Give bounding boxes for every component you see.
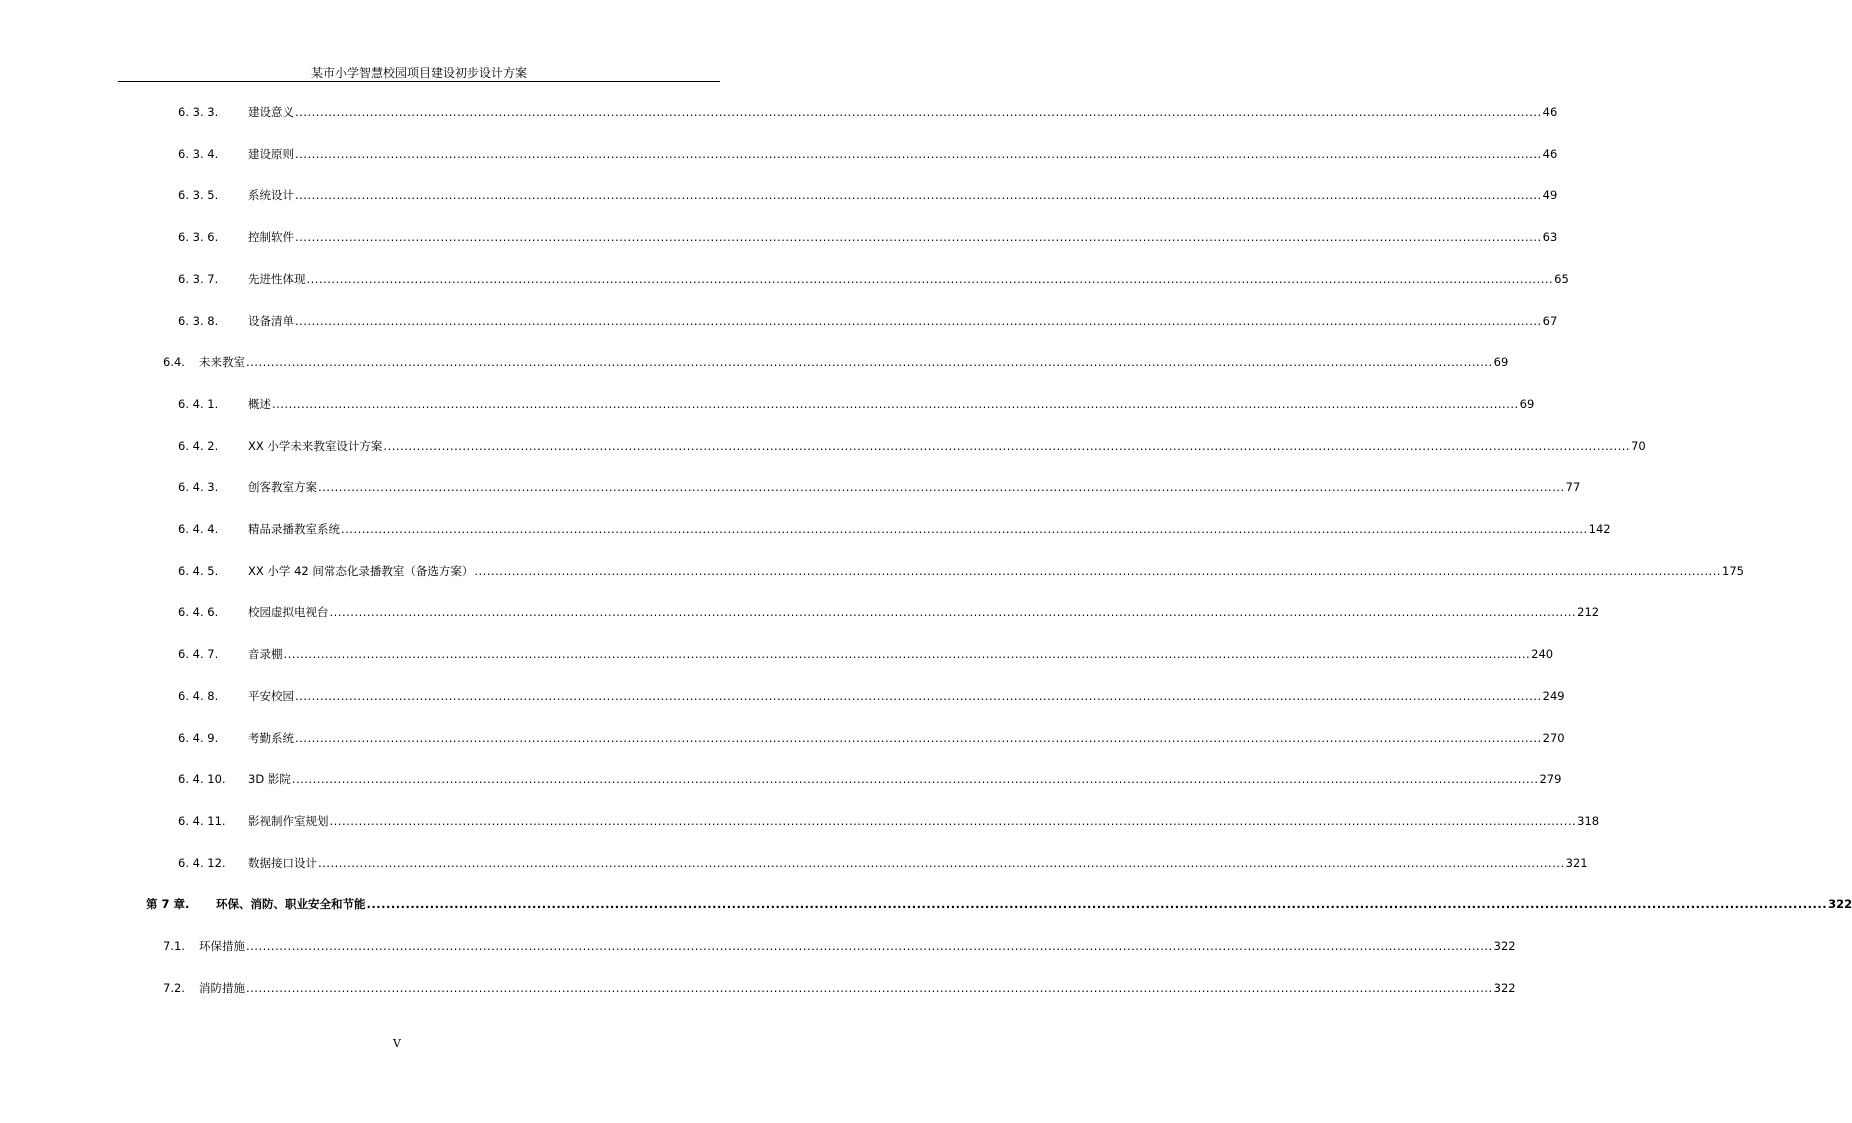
toc-entry-page: 249	[1542, 688, 1565, 703]
toc-leader-dots: ............................................................................................................................................................................................................................................................................................................	[318, 855, 1565, 870]
toc-entry-number: 6. 3. 8.	[178, 313, 219, 328]
toc-entry[interactable]	[146, 896, 1852, 912]
toc-leader-dots: ............................................................................................................................................................................................................................................................................................................	[246, 939, 1493, 953]
toc-entry[interactable]	[178, 521, 1611, 537]
toc-leader-dots: ............................................................................................................................................................................................................................................................................................................	[474, 563, 1722, 578]
toc-entry[interactable]	[178, 813, 1600, 829]
toc-entry-number: 6. 4. 3.	[178, 480, 219, 495]
toc-entry-title: 先进性体现	[248, 271, 306, 286]
toc-entry-page: 46	[1542, 105, 1558, 119]
toc-leader-dots: ............................................................................................................................................................................................................................................................................................................	[295, 146, 1542, 161]
toc-entry-page: 322	[1493, 939, 1516, 953]
toc-entry-number: 6. 3. 6.	[178, 230, 219, 245]
toc-leader-dots: ............................................................................................................................................................................................................................................................................................................	[329, 813, 1577, 828]
toc-leader-dots: ............................................................................................................................................................................................................................................................................................................	[246, 355, 1493, 370]
toc-entry-number: 6. 3. 7.	[178, 271, 219, 286]
toc-entry[interactable]	[178, 688, 1565, 704]
toc-entry-page: 49	[1542, 188, 1558, 203]
toc-entry-title: 平安校园	[248, 688, 294, 703]
toc-entry[interactable]	[178, 187, 1558, 203]
toc-entry-page: 270	[1542, 730, 1565, 745]
toc-entry-number: 6. 3. 5.	[178, 188, 219, 203]
toc-leader-dots: ............................................................................................................................................................................................................................................................................................................	[291, 772, 1539, 787]
toc-entry-number: 7.2.	[163, 980, 185, 995]
toc-entry-number: 6. 4. 11.	[178, 813, 226, 828]
toc-entry-page: 175	[1722, 563, 1744, 578]
toc-entry-title: 精品录播教室系统	[248, 522, 340, 536]
toc-entry-title: 数据接口设计	[248, 855, 317, 870]
toc-entry-page: 46	[1542, 146, 1558, 161]
toc-entry-number: 6. 4. 1.	[178, 396, 219, 411]
toc-entry[interactable]	[178, 313, 1558, 329]
toc-entry[interactable]	[178, 646, 1554, 662]
toc-entry-number: 6. 4. 8.	[178, 688, 219, 703]
toc-leader-dots: ............................................................................................................................................................................................................................................................................................................	[383, 438, 1631, 453]
toc-entry[interactable]	[178, 604, 1600, 620]
toc-leader-dots: ............................................................................................................................................................................................................................................................................................................	[295, 313, 1542, 328]
toc-entry[interactable]	[178, 855, 1588, 871]
toc-entry-page: 69	[1493, 355, 1509, 370]
toc-entry-number: 7.1.	[163, 939, 185, 953]
toc-leader-dots: ............................................................................................................................................................................................................................................................................................................	[295, 230, 1542, 245]
toc-entry-title: 未来教室	[199, 355, 245, 370]
toc-entry-number: 6. 4. 4.	[178, 522, 219, 536]
toc-leader-dots: ............................................................................................................................................................................................................................................................................................................	[246, 980, 1493, 995]
toc-entry-number: 6. 4. 10.	[178, 772, 226, 787]
toc-entry-number: 6. 4. 12.	[178, 855, 226, 870]
toc-entry-title: 校园虚拟电视台	[248, 605, 329, 620]
toc-entry[interactable]	[163, 980, 1516, 996]
toc-entry[interactable]	[178, 271, 1569, 287]
toc-entry-page: 77	[1565, 480, 1581, 495]
toc-entry-page: 63	[1542, 230, 1558, 245]
toc-entry-title: 建设意义	[248, 105, 294, 119]
toc-entry[interactable]	[178, 438, 1646, 454]
toc-entry-number: 6. 4. 7.	[178, 647, 219, 662]
toc-entry-page: 322	[1493, 980, 1516, 995]
toc-leader-dots: ............................................................................................................................................................................................................................................................................................................	[295, 105, 1542, 119]
toc-entry-page: 279	[1539, 772, 1562, 787]
toc-leader-dots: ............................................................................................................................................................................................................................................................................................................	[295, 688, 1542, 703]
toc-entry-title: XX 小学 42 间常态化录播教室（备选方案）	[248, 563, 474, 578]
toc-entry-title: 环保、消防、职业安全和节能	[216, 897, 366, 912]
page-number: V	[393, 1037, 401, 1050]
toc-leader-dots: ............................................................................................................................................................................................................................................................................................................	[295, 188, 1542, 203]
toc-leader-dots: ............................................................................................................................................................................................................................................................................................................	[283, 647, 1531, 662]
page-header-title: 某市小学智慧校园项目建设初步设计方案	[310, 66, 527, 80]
toc-entry-page: 142	[1588, 522, 1611, 536]
toc-entry[interactable]	[163, 938, 1516, 954]
toc-entry-title: 3D 影院	[248, 772, 291, 787]
toc-entry-title: 消防措施	[199, 980, 245, 995]
toc-entry-title: 系统设计	[248, 188, 294, 203]
toc-entry-page: 240	[1531, 647, 1554, 662]
toc-entry-page: 69	[1519, 396, 1535, 411]
toc-entry-number: 6.4.	[163, 355, 185, 370]
header-divider	[118, 81, 720, 82]
toc-entry[interactable]	[178, 730, 1565, 746]
toc-entry-title: XX 小学未来教室设计方案	[248, 438, 383, 453]
toc-entry-page: 318	[1577, 813, 1600, 828]
toc-entry-number: 第 7 章.	[146, 897, 190, 912]
toc-leader-dots: ............................................................................................................................................................................................................................................................................................................	[341, 522, 1588, 536]
toc-entry-title: 创客教室方案	[248, 480, 317, 495]
toc-entry[interactable]	[178, 563, 1744, 579]
toc-entry-page: 70	[1631, 438, 1646, 453]
toc-entry-title: 影视制作室规划	[248, 813, 329, 828]
toc-entry-number: 6. 4. 2.	[178, 438, 219, 453]
toc-entry[interactable]	[178, 146, 1558, 162]
toc-entry-page: 65	[1554, 271, 1569, 286]
toc-leader-dots: ............................................................................................................................................................................................................................................................................................................	[272, 396, 1519, 411]
toc-entry-number: 6. 4. 9.	[178, 730, 219, 745]
toc-entry-title: 考勤系统	[248, 730, 294, 745]
toc-entry-page: 67	[1542, 313, 1558, 328]
toc-leader-dots: ............................................................................................................................................................................................................................................................................................................	[318, 480, 1565, 495]
toc-entry-number: 6. 4. 5.	[178, 563, 219, 578]
toc-entry-title: 概述	[248, 396, 271, 411]
toc-entry-number: 6. 4. 6.	[178, 605, 219, 620]
toc-entry-title: 设备清单	[248, 313, 294, 328]
toc-entry-title: 建设原则	[248, 146, 294, 161]
toc-leader-dots: ............................................................................................................................................................................................................................................................................................................	[295, 730, 1542, 745]
toc-entry[interactable]	[178, 771, 1562, 787]
toc-leader-dots: ............................................................................................................................................................................................................................................................................................................	[306, 271, 1554, 286]
toc-entry-number: 6. 3. 3.	[178, 105, 219, 119]
toc-leader-dots: ............................................................................................................................................................................................................................................................................................................	[329, 605, 1577, 620]
toc-entry[interactable]	[178, 104, 1558, 120]
toc-entry[interactable]	[178, 229, 1558, 245]
toc-entry-title: 控制软件	[248, 230, 294, 245]
toc-entry-title: 环保措施	[199, 939, 245, 953]
toc-entry-number: 6. 3. 4.	[178, 146, 219, 161]
toc-entry-page: 321	[1565, 855, 1588, 870]
toc-entry[interactable]	[178, 479, 1581, 495]
toc-entry-page: 212	[1577, 605, 1600, 620]
toc-entry-title: 音录棚	[248, 647, 283, 662]
toc-entry-page: 322	[1828, 897, 1852, 912]
toc-leader-dots: ............................................................................................................................................................................................................................................................................................................	[366, 897, 1828, 912]
toc-entry[interactable]	[178, 396, 1535, 412]
toc-entry[interactable]	[163, 354, 1509, 370]
